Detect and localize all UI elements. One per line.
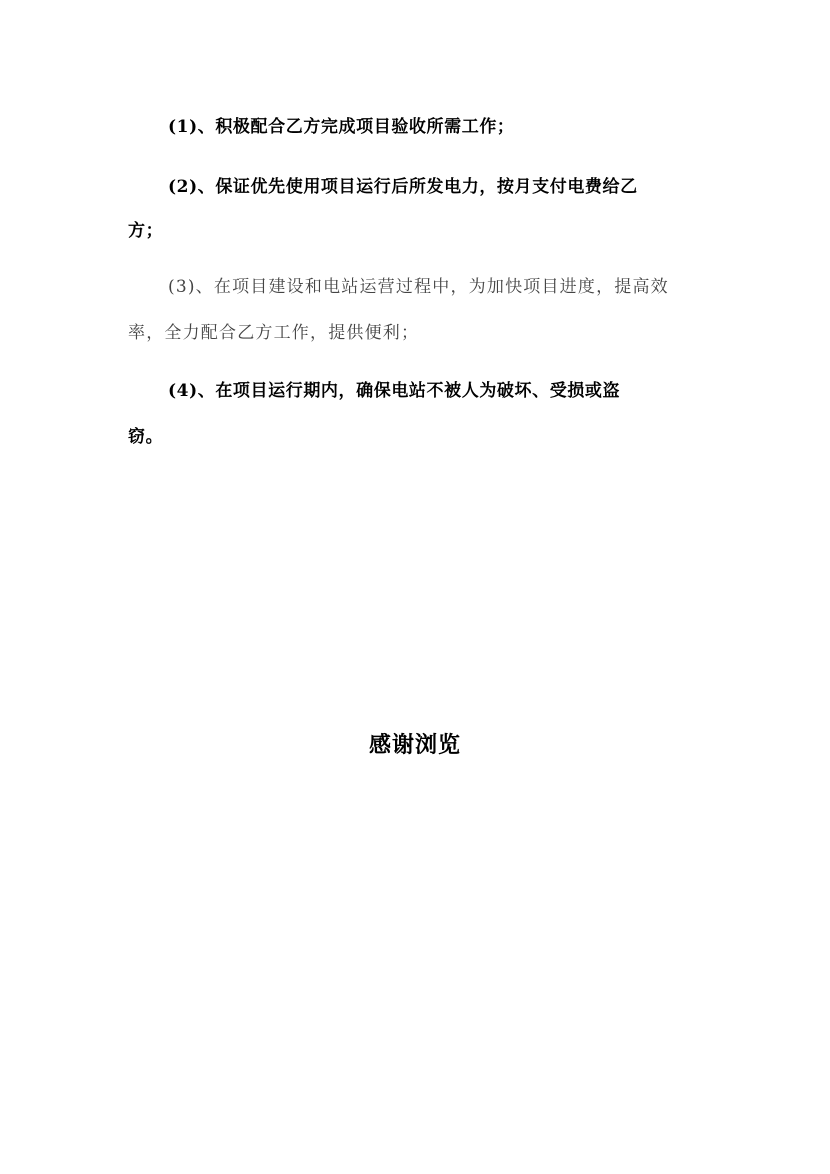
list-item-line: (3)、在项目建设和电站运营过程中，为加快项目进度，提高效: [168, 277, 669, 297]
list-item-line: (1)、积极配合乙方完成项目验收所需工作；: [168, 117, 515, 137]
list-item-line: 窃。: [128, 427, 164, 447]
list-item-line: 方；: [128, 221, 164, 241]
closing-text: 感谢浏览: [368, 733, 461, 758]
list-item-line: (4)、在项目运行期内，确保电站不被人为破坏、受损或盗: [168, 381, 621, 401]
list-item-line: 率，全力配合乙方工作，提供便利；: [128, 323, 420, 343]
list-item-line: (2)、保证优先使用项目运行后所发电力，按月支付电费给乙: [168, 177, 638, 197]
